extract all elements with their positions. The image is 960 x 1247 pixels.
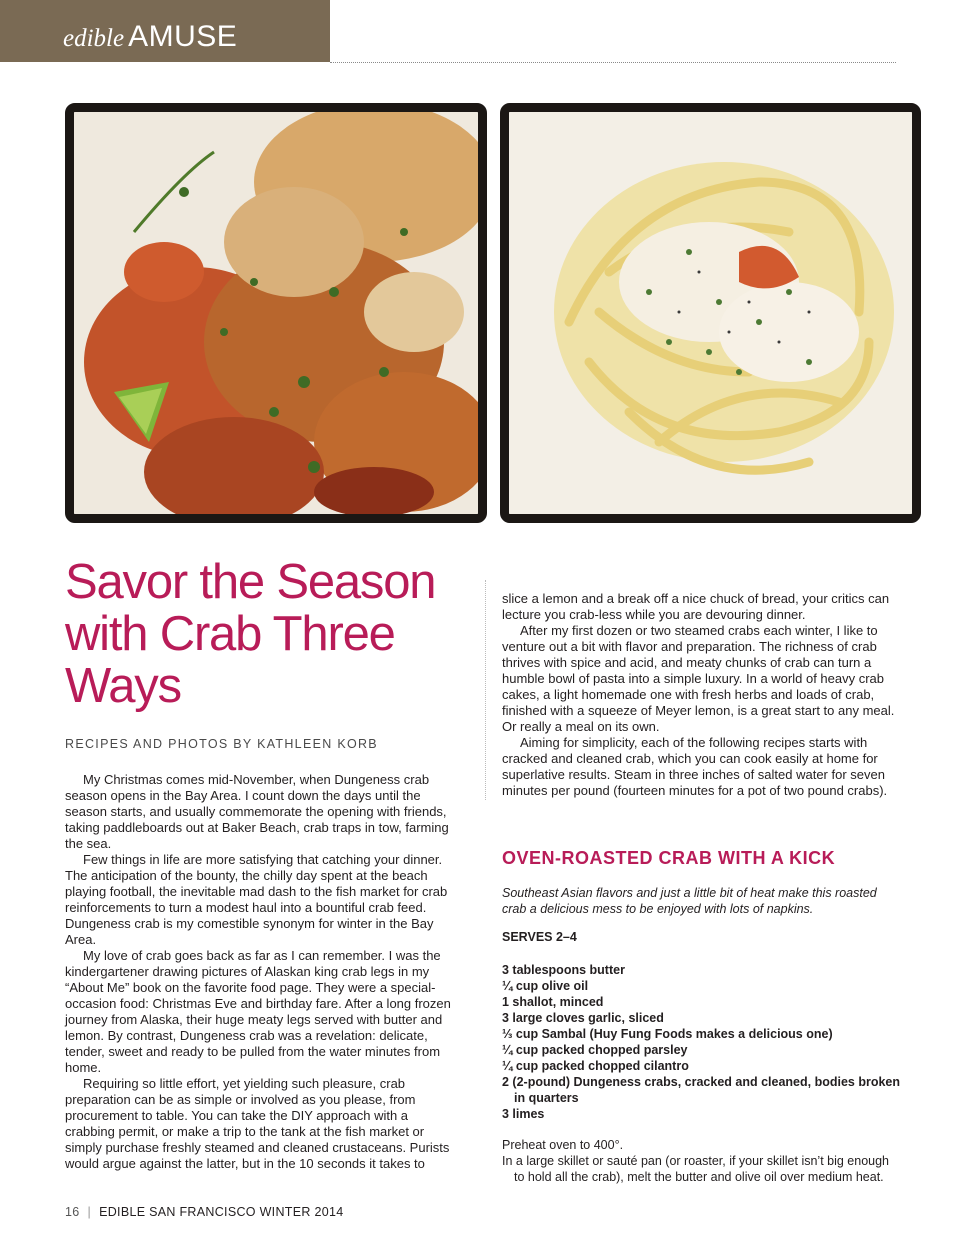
body-paragraph: slice a lemon and a break off a nice chuck of bread, your critics can lecture you crab-less while you are devouring dinner.: [502, 591, 890, 622]
ingredient-item: 3 tablespoons butter: [502, 963, 625, 977]
ingredient-item: ¼ cup packed chopped parsley: [502, 1043, 688, 1057]
banner-section-text: AMUSE: [128, 20, 238, 53]
ingredient-item: 3 large cloves garlic, sliced: [502, 1011, 664, 1025]
body-paragraph: My Christmas comes mid-November, when Dungeness crab season opens in the Bay Area. I count down the days until the season starts, and usually commemorate the opening with friends, taking paddleboards out at Baker Beach, crab traps in tow, farming the sea.: [65, 772, 449, 851]
article-left-column: [65, 772, 460, 1172]
ingredient-item: 3 limes: [502, 1107, 545, 1121]
roasted-crab-illustration: [74, 112, 478, 514]
page-number: 16: [65, 1205, 80, 1219]
section-banner: [0, 0, 330, 62]
byline: RECIPES AND PHOTOS BY KATHLEEN KORB: [65, 737, 378, 751]
body-paragraph: After my first dozen or two steamed crabs each winter, I like to venture out a bit with flavor and preparation. The richness of crab thrives with spice and acid, and meaty chunks of crab can turn a humble bowl of pasta into a simple luxury. In a world of heavy crab cakes, a light homemade one with fresh herbs and loads of crab, finished with a squeeze of Meyer lemon, is a great start to any meal. Or really a meal on its own.: [502, 623, 895, 734]
recipe-step: Preheat oven to 400°.: [502, 1138, 624, 1152]
body-paragraph: Requiring so little effort, yet yielding such pleasure, crab preparation can be as simple or involved as you please, from procurement to table. You can take the DIY approach with a crabbing permit, or make a trip to the tank at the fish market or simply purchase freshly steamed and cleaned crustaceans. Purists would argue against the latter, but in the 10 seconds it takes to: [65, 1076, 450, 1171]
header-dotted-rule: [330, 62, 896, 63]
crab-pasta-photo: [500, 103, 921, 523]
body-paragraph: My love of crab goes back as far as I can remember. I was the kindergartener drawing pictures of Alaskan king crab legs in my “About Me” book on the favorite food page. They were a special-occasion food: Christmas Eve and birthday fare. After a long frozen journey from Alaska, their huge meaty legs served with butter and lemon. By contrast, Dungeness crab was a revelation: delicate, tender, sweet and ready to be pulled from the water minutes from home.: [65, 948, 451, 1075]
roasted-crab-photo: [65, 103, 487, 523]
publication-name: EDIBLE SAN FRANCISCO WINTER 2014: [99, 1205, 344, 1219]
ingredient-item: ¼ cup olive oil: [502, 979, 589, 993]
recipe-title: OVEN-ROASTED CRAB WITH A KICK: [502, 848, 836, 868]
recipe-serves: SERVES 2–4: [502, 930, 577, 944]
crab-pasta-illustration: [509, 112, 912, 514]
recipe-intro: Southeast Asian flavors and just a little bit of heat make this roasted crab a delicious mess to be enjoyed with lots of napkins.: [502, 886, 877, 916]
body-paragraph: Aiming for simplicity, each of the following recipes starts with cracked and cleaned crab, which you can cook easily at home for superlative results. Steam in three inches of salted water for seven minutes per pound (fourteen minutes for a pot of two pound crabs).: [502, 735, 888, 798]
footer-separator: |: [87, 1205, 92, 1219]
recipe-step: In a large skillet or sauté pan (or roaster, if your skillet isn’t big enough to hold all the crab), melt the butter and olive oil over medium heat.: [502, 1154, 890, 1184]
ingredient-item: 1 shallot, minced: [502, 995, 604, 1009]
ingredient-item: 2 (2-pound) Dungeness crabs, cracked and cleaned, bodies broken in quarters: [502, 1075, 901, 1105]
ingredient-list: [502, 962, 902, 1122]
recipe-steps: [502, 1137, 902, 1185]
page-footer: [65, 1205, 343, 1219]
body-paragraph: Few things in life are more satisfying that catching your dinner. The anticipation of the bounty, the chilly day spent at the beach playing football, the inevitable mad dash to the fish market for crab reinforcements to turn a modest haul into a bountiful crab feed. Dungeness crab is my comestible synonym for winter in the Bay Area.: [65, 852, 448, 947]
banner-edible-text: edible: [63, 25, 125, 52]
column-dotted-rule: [485, 580, 486, 800]
ingredient-item: ¼ cup packed chopped cilantro: [502, 1059, 689, 1073]
article-right-column: [502, 591, 899, 799]
article-title: Savor the Season with Crab Three Ways: [65, 555, 436, 713]
ingredient-item: ⅓ cup Sambal (Huy Fung Foods makes a delicious one): [502, 1027, 833, 1041]
